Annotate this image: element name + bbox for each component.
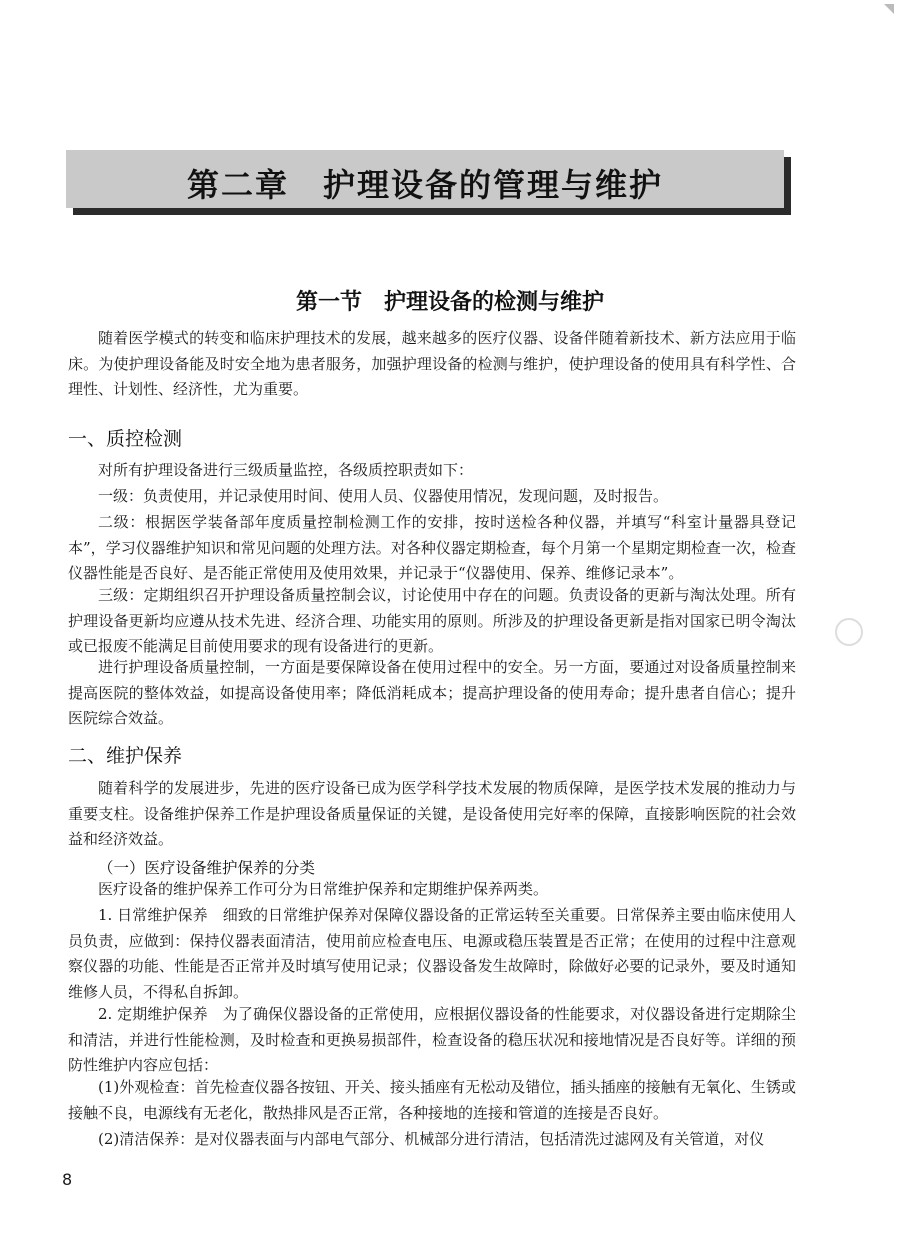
- heading-maintenance: 二、维护保养: [68, 745, 183, 767]
- chapter-banner: [66, 150, 784, 208]
- paragraph: 对所有护理设备进行三级质量监控，各级质控职责如下：: [98, 461, 474, 479]
- page-number: 8: [62, 1170, 73, 1189]
- paragraph: 一级：负责使用，并记录使用时间、使用人员、仪器使用情况，发现问题，及时报告。: [98, 487, 669, 505]
- paragraph: 二级：根据医学装备部年度质量控制检测工作的安排，按时送检各种仪器，并填写“科室计量器具登记本”，学习仪器维护知识和常见问题的处理方法。对各种仪器定期检查，每个月第一个星期定期检查一次，检查仪器性能是否良好、是否能正常使用及使用效果，并记录于“仪器使用、保养、维修记录本”。: [68, 513, 796, 583]
- paragraph: (2)清洁保养：是对仪器表面与内部电气部分、机械部分进行清洁，包括清洗过滤网及有关管道，对仪: [98, 1130, 765, 1148]
- paragraph: 三级：定期组织召开护理设备质量控制会议，讨论使用中存在的问题。负责设备的更新与淘汰处理。所有护理设备更新均应遵从技术先进、经济合理、功能实用的原则。所涉及的护理设备更新是指对国家已明令淘汰或已报废不能满足目前使用要求的现有设备进行的更新。: [68, 586, 796, 656]
- watermark-logo: [835, 618, 863, 646]
- subheading-classification: （一）医疗设备维护保养的分类: [98, 859, 316, 877]
- paragraph: (1)外观检查：首先检查仪器各按钮、开关、接头插座有无松动及错位，插头插座的接触有无氧化、生锈或接触不良，电源线有无老化，散热排风是否正常，各种接地的连接和管道的连接是否良好。: [68, 1078, 796, 1122]
- intro-paragraph: 随着医学模式的转变和临床护理技术的发展，越来越多的医疗仪器、设备伴随着新技术、新方法应用于临床。为使护理设备能及时安全地为患者服务，加强护理设备的检测与维护，使护理设备的使用具有科学性、合理性、计划性、经济性，尤为重要。: [68, 329, 796, 399]
- paragraph: 医疗设备的维护保养工作可分为日常维护保养和定期维护保养两类。: [98, 880, 549, 898]
- paragraph: 1. 日常维护保养 细致的日常维护保养对保障仪器设备的正常运转至关重要。日常保养主要由临床使用人员负责，应做到：保持仪器表面清洁，使用前应检查电压、电源或稳压装置是否正常；在使用的过程中注意观察仪器的功能、性能是否正常并及时填写使用记录；仪器设备发生故障时，除做好必要的记录外，要及时通知维修人员，不得私自拆卸。: [68, 906, 796, 1001]
- heading-quality-control: 一、质控检测: [68, 428, 183, 450]
- section-title: 第一节 护理设备的检测与维护: [295, 290, 604, 315]
- paragraph: 随着科学的发展进步，先进的医疗设备已成为医学科学技术发展的物质保障，是医学技术发展的推动力与重要支柱。设备维护保养工作是护理设备质量保证的关键，是设备使用完好率的保障，直接影响医院的社会效益和经济效益。: [68, 779, 796, 849]
- paragraph: 2. 定期维护保养 为了确保仪器设备的正常使用，应根据仪器设备的性能要求，对仪器设备进行定期除尘和清洁，并进行性能检测，及时检查和更换易损部件，检查设备的稳压状况和接地情况是否良好等。详细的预防性维护内容应包括：: [68, 1005, 796, 1075]
- paragraph: 进行护理设备质量控制，一方面是要保障设备在使用过程中的安全。另一方面，要通过对设备质量控制来提高医院的整体效益，如提高设备使用率；降低消耗成本；提高护理设备的使用寿命；提升患者自信心；提升医院综合效益。: [68, 658, 796, 728]
- corner-mark: [884, 4, 894, 14]
- chapter-title: 第二章 护理设备的管理与维护: [186, 166, 663, 204]
